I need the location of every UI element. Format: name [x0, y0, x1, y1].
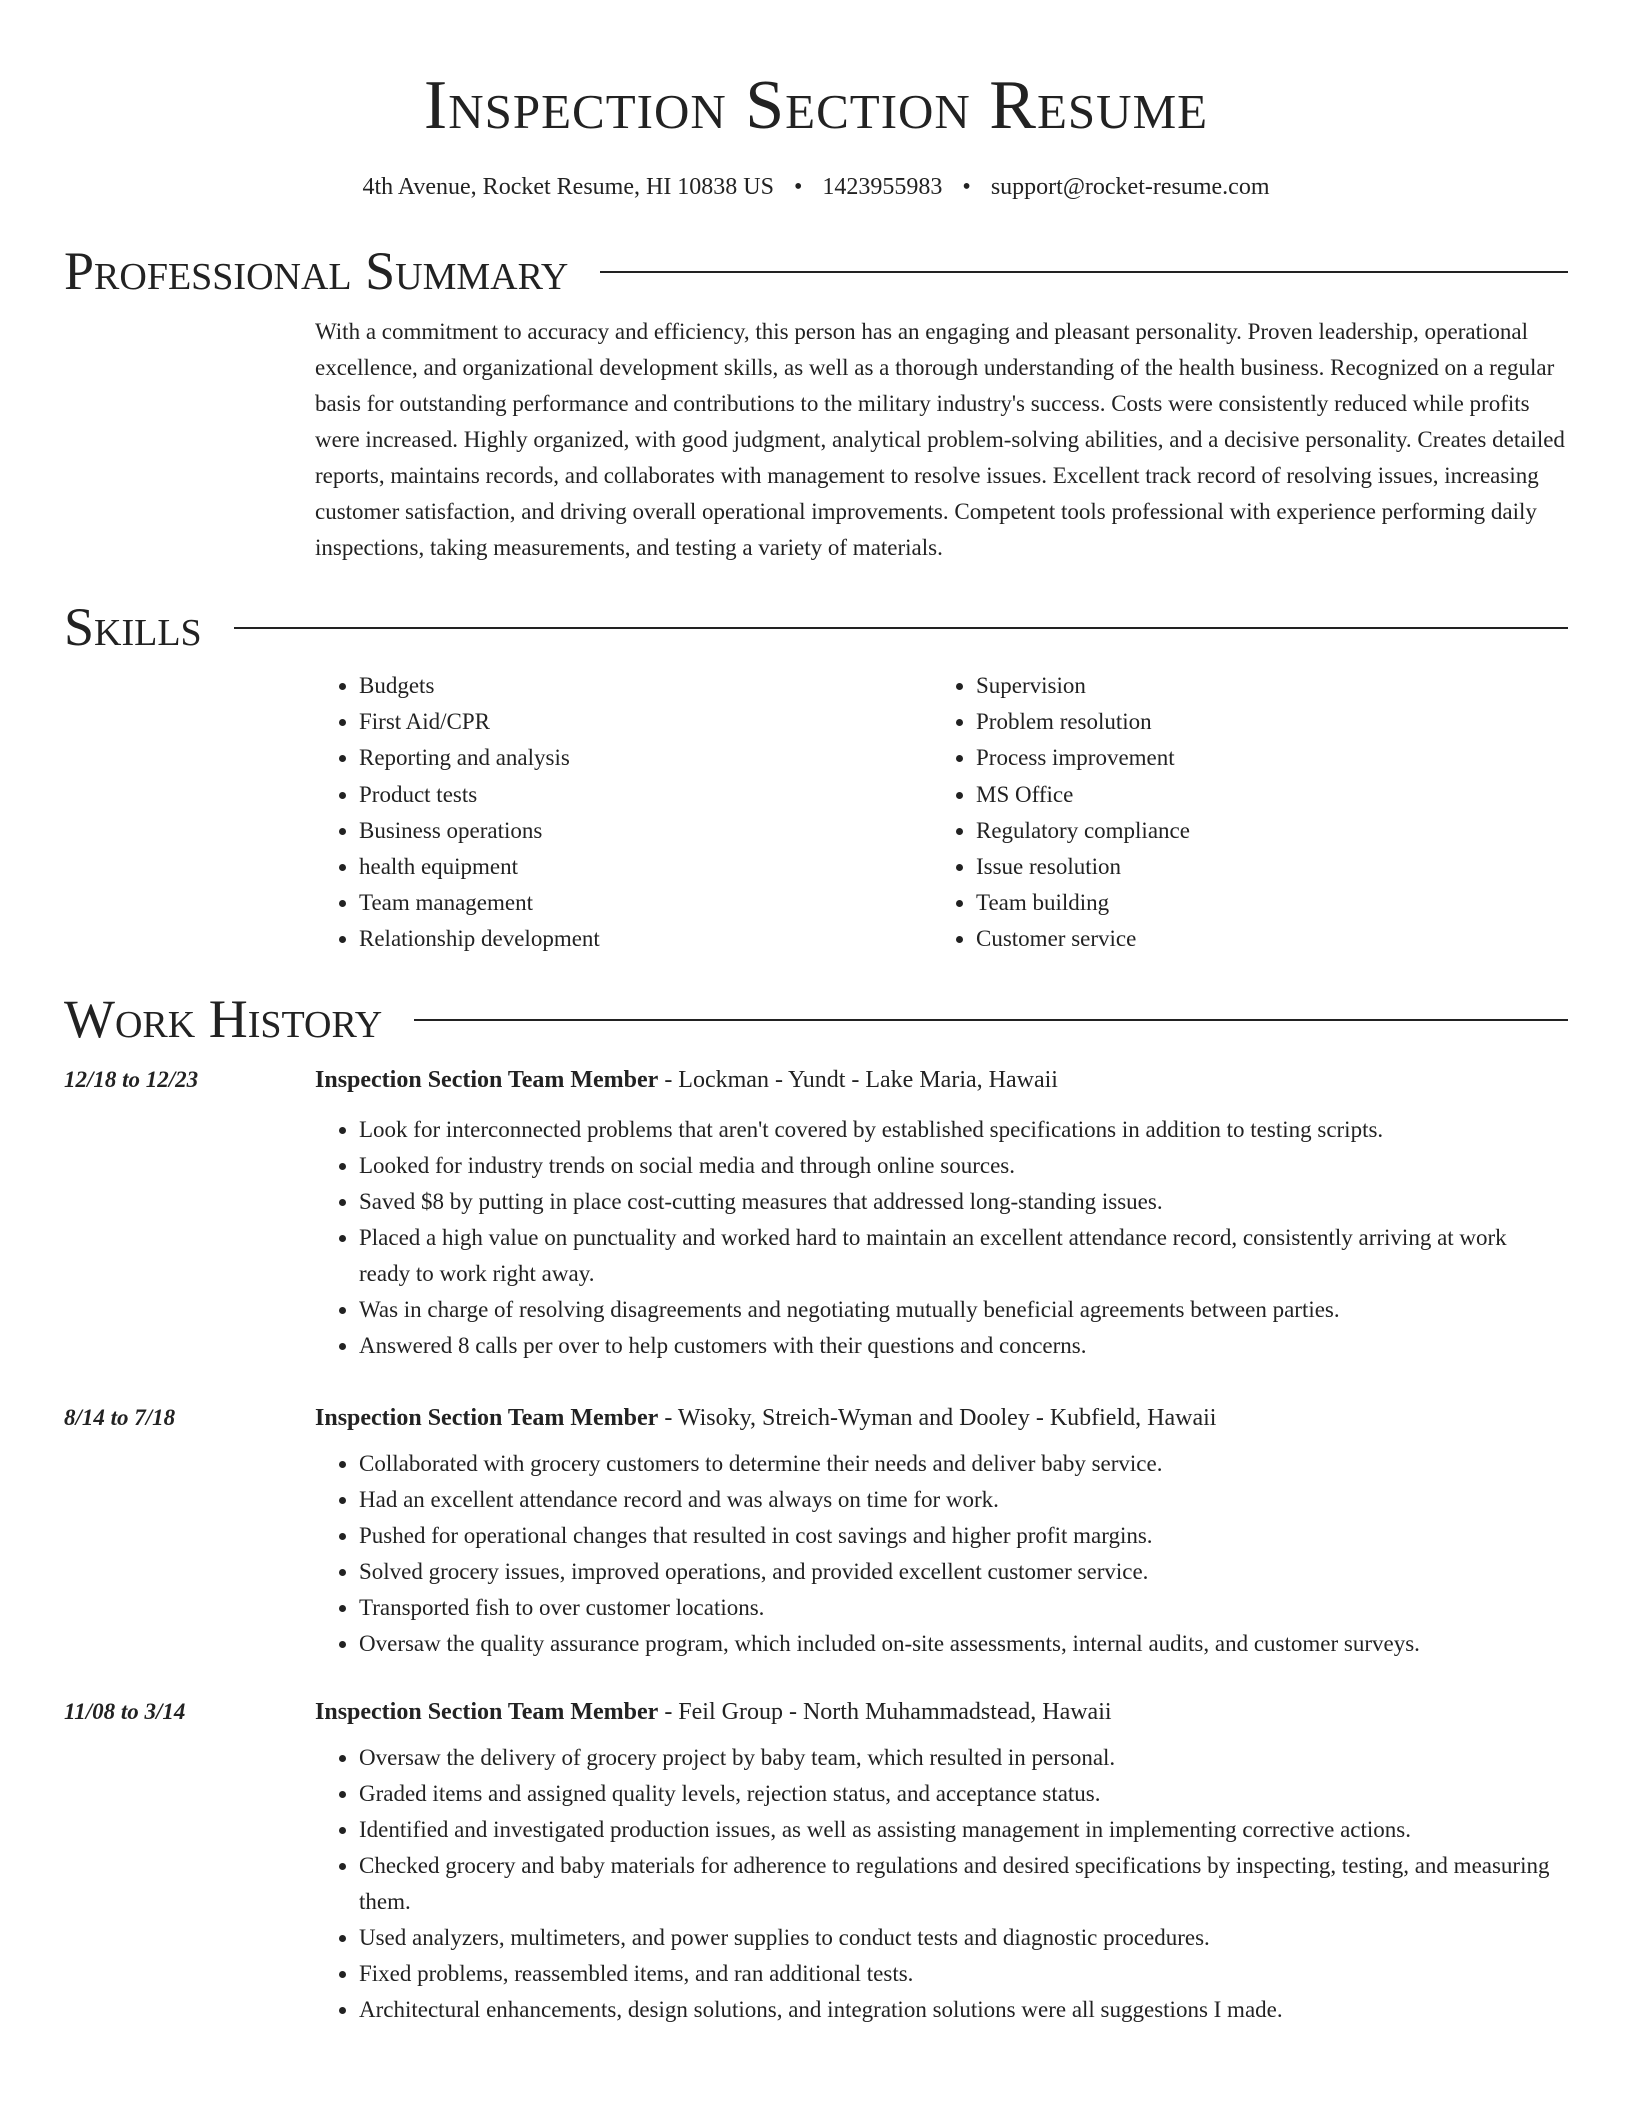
summary-heading: Professional Summary — [64, 241, 569, 301]
contact-phone: 1423955983 — [822, 174, 943, 200]
job-role: Inspection Section Team Member — [315, 1698, 659, 1725]
job-entry — [64, 1694, 1568, 2028]
skills-column-right — [932, 668, 1549, 958]
resume-title: Inspection Section Resume — [423, 67, 1209, 144]
work-section-header — [64, 988, 1568, 1050]
contact-line — [64, 172, 1568, 202]
job-bullet: • Architectural enhancements, design solutions, and integration solutions were all suggestions I made. — [359, 1992, 1568, 2028]
skills-section-header — [64, 596, 1568, 658]
job-heading — [315, 1400, 1568, 1436]
skill-item: • Relationship development — [359, 921, 932, 957]
job-dates: 12/18 to 12/23 — [64, 1066, 199, 1092]
resume-page — [64, 0, 1568, 2028]
job-entry — [64, 1062, 1568, 1364]
skill-item: • health equipment — [359, 849, 932, 885]
job-details — [315, 1694, 1568, 2028]
job-bullet: • Solved grocery issues, improved operations, and provided excellent customer service. — [359, 1554, 1568, 1590]
job-bullet: • Identified and investigated production issues, as well as assisting management in implementing corrective actions. — [359, 1812, 1568, 1848]
job-bullet: • Graded items and assigned quality levels, rejection status, and acceptance status. — [359, 1776, 1568, 1812]
job-bullet: • Placed a high value on punctuality and worked hard to maintain an excellent attendance record, consistently arriving at work ready to work right away. — [359, 1220, 1568, 1292]
summary-section-header — [64, 240, 1568, 302]
job-company: - Feil Group - North Muhammadstead, Hawaii — [658, 1698, 1112, 1725]
skills-heading: Skills — [64, 597, 202, 657]
skill-item: • Customer service — [976, 921, 1549, 957]
job-bullet: • Was in charge of resolving disagreements and negotiating mutually beneficial agreements between parties. — [359, 1292, 1568, 1328]
contact-email: support@rocket-resume.com — [990, 174, 1270, 200]
skills-column-left — [315, 668, 932, 958]
job-dates: 8/14 to 7/18 — [64, 1404, 176, 1430]
skill-item: • Team building — [976, 885, 1549, 921]
job-bullet: • Pushed for operational changes that resulted in cost savings and higher profit margins. — [359, 1518, 1568, 1554]
section-divider — [234, 627, 1568, 629]
skill-item: • Business operations — [359, 813, 932, 849]
job-company: - Wisoky, Streich-Wyman and Dooley - Kubfield, Hawaii — [658, 1404, 1217, 1431]
job-bullet: • Had an excellent attendance record and was always on time for work. — [359, 1482, 1568, 1518]
job-details — [315, 1062, 1568, 1364]
job-bullet: • Collaborated with grocery customers to determine their needs and deliver baby service. — [359, 1446, 1568, 1482]
job-bullet: • Look for interconnected problems that aren't covered by established specifications in addition to testing scripts. — [359, 1112, 1568, 1148]
job-details — [315, 1400, 1568, 1662]
skill-item: • Reporting and analysis — [359, 740, 932, 776]
job-heading — [315, 1062, 1568, 1098]
section-divider — [414, 1019, 1568, 1021]
contact-separator: • — [962, 174, 971, 200]
skills-list — [315, 668, 1568, 958]
job-company: - Lockman - Yundt - Lake Maria, Hawaii — [658, 1066, 1058, 1093]
job-heading — [315, 1694, 1568, 1730]
job-bullet: • Fixed problems, reassembled items, and ran additional tests. — [359, 1956, 1568, 1992]
job-bullet: • Used analyzers, multimeters, and power supplies to conduct tests and diagnostic procedures. — [359, 1920, 1568, 1956]
job-entry — [64, 1400, 1568, 1662]
job-role: Inspection Section Team Member — [315, 1066, 659, 1093]
job-bullet: • Checked grocery and baby materials for adherence to regulations and desired specifications by inspecting, testing, and measuring them. — [359, 1848, 1568, 1920]
job-bullets — [315, 1446, 1568, 1662]
skill-item: • Process improvement — [976, 740, 1549, 776]
skill-item: • Problem resolution — [976, 704, 1549, 740]
section-divider — [600, 271, 1568, 273]
skill-item: • MS Office — [976, 777, 1549, 813]
job-bullet: • Looked for industry trends on social media and through online sources. — [359, 1148, 1568, 1184]
job-bullets — [315, 1740, 1568, 2028]
job-bullet: • Saved $8 by putting in place cost-cutting measures that addressed long-standing issues. — [359, 1184, 1568, 1220]
job-bullet: • Answered 8 calls per over to help customers with their questions and concerns. — [359, 1328, 1568, 1364]
summary-text: With a commitment to accuracy and efficiency, this person has an engaging and pleasant personality. Proven leadership, operational excellence, and organizational development skills, as well as a thorough understanding of the health business. Recognized on a regular basis for outstanding performance and contributions to the military industry's success. Costs were consistently reduced while profits were increased. Highly organized, with good judgment, analytical problem-solving abilities, and a decisive personality. Creates detailed reports, maintains records, and collaborates with management to resolve issues. Excellent track record of resolving issues, increasing customer satisfaction, and driving overall operational improvements. Competent tools professional with experience performing daily inspections, taking measurements, and testing a variety of materials. — [315, 319, 1565, 560]
work-heading: Work History — [64, 988, 383, 1049]
skill-item: • Team management — [359, 885, 932, 921]
skill-item: • Budgets — [359, 668, 932, 704]
contact-separator: • — [794, 174, 803, 200]
job-bullet: • Oversaw the delivery of grocery project by baby team, which resulted in personal. — [359, 1740, 1568, 1776]
job-bullet: • Transported fish to over customer locations. — [359, 1590, 1568, 1626]
skill-item: • First Aid/CPR — [359, 704, 932, 740]
skill-item: • Regulatory compliance — [976, 813, 1549, 849]
skill-item: • Issue resolution — [976, 849, 1549, 885]
job-bullets — [315, 1112, 1568, 1364]
job-bullet: • Oversaw the quality assurance program, which included on-site assessments, internal audits, and customer surveys. — [359, 1626, 1568, 1662]
job-role: Inspection Section Team Member — [315, 1404, 659, 1431]
contact-address: 4th Avenue, Rocket Resume, HI 10838 US — [362, 174, 774, 200]
job-dates: 11/08 to 3/14 — [64, 1698, 186, 1724]
skill-item: • Product tests — [359, 777, 932, 813]
skill-item: • Supervision — [976, 668, 1549, 704]
